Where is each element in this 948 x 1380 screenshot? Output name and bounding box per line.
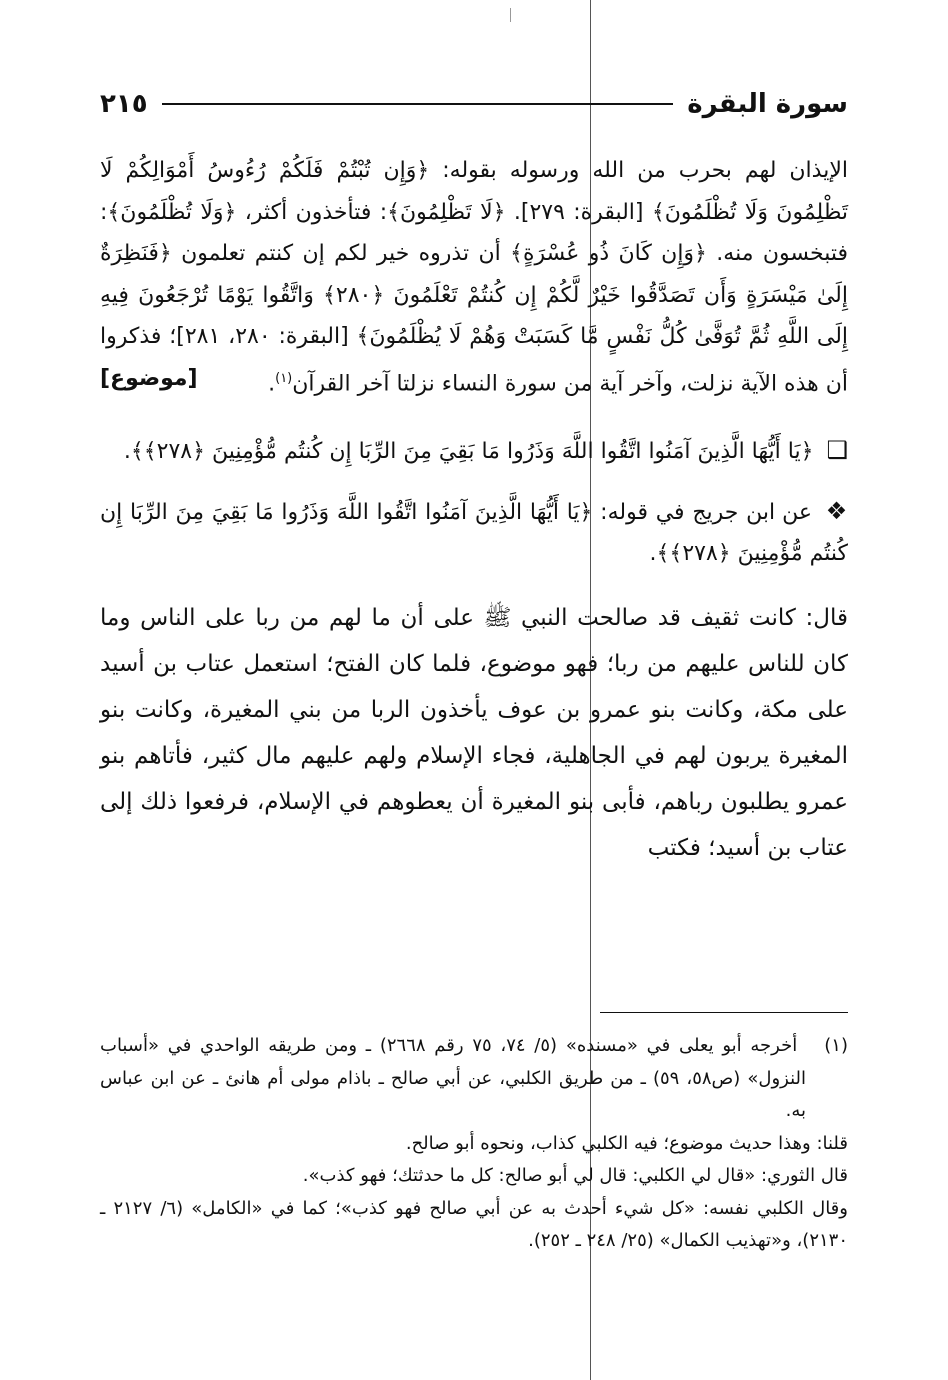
narration-text: عن ابن جريج في قوله: ﴿يَا أَيُّهَا الَّذِينَ آمَنُوا اتَّقُوا اللَّهَ وَذَرُوا مَا بَقِيَ مِنَ الرِّبَا إِن كُنتُم مُّؤْمِنِينَ ﴿٢٧٨﴾﴾. (100, 499, 848, 567)
page-header (100, 86, 848, 122)
spacer (100, 575, 848, 595)
footnote-1 (100, 1030, 848, 1128)
narration (100, 491, 848, 575)
hadith-text: قال: كانت ثقيف قد صالحت النبي ﷺ على أن ما لهم من ربا على الناس وما كان للناس عليهم من ربا؛ فهو موضوع، فلما كان الفتح؛ استعمل عتاب بن أسيد على مكة، وكانت بنو عمرو بن عوف يأخذون الربا من بني المغيرة، وكانت بنو المغيرة يربون لهم في الجاهلية، فجاء الإسلام ولهم عليهم مال كثير، فأتاهم بنو عمرو يطلبون رباهم، فأبى بنو المغيرة أن يعطوهم في الإسلام، فرفعوا ذلك إلى عتاب بن أسيد؛ فكتب (100, 604, 848, 861)
box-icon: ❑ (826, 436, 848, 465)
paragraph-1 (100, 150, 848, 404)
header-rule (162, 103, 674, 105)
footnote-1-text: أخرجه أبو يعلى في «مسنده» (٥/ ٧٤، ٧٥ رقم ٢٦٦٨) ـ ومن طريقه الواحدي في «أسباب النزول» (ص٥٨، ٥٩) ـ من طريق الكلبي، عن أبي صالح ـ باذام مولى أم هانئ ـ عن ابن عباس به. (100, 1035, 806, 1121)
verse-text: ﴿يَا أَيُّهَا الَّذِينَ آمَنُوا اتَّقُوا اللَّهَ وَذَرُوا مَا بَقِيَ مِنَ الرِّبَا إِن كُنتُم مُّؤْمِنِينَ ﴿٢٧٨﴾﴾. (123, 439, 814, 465)
paragraph-1-text: الإيذان لهم بحرب من الله ورسوله بقوله: ﴿وَإِن تُبْتُمْ فَلَكُمْ رُءُوسُ أَمْوَالِكُمْ لَا تَظْلِمُونَ وَلَا تُظْلَمُونَ﴾ [البقرة: ٢٧٩]. ﴿لَا تَظْلِمُونَ﴾: فتأخذون أكثر، ﴿وَلَا تُظْلَمُونَ﴾: فتبخسون منه. ﴿وَإِن كَانَ ذُو عُسْرَةٍ﴾ أن تذروه خير لكم إن كنتم تعلمون ﴿فَنَظِرَةٌ إِلَىٰ مَيْسَرَةٍ وَأَن تَصَدَّقُوا خَيْرٌ لَّكُمْ إِن كُنتُمْ تَعْلَمُونَ ﴿٢٨٠﴾ وَاتَّقُوا يَوْمًا تُرْجَعُونَ فِيهِ إِلَى اللَّهِ ثُمَّ تُوَفَّىٰ كُلُّ نَفْسٍ مَّا كَسَبَتْ وَهُمْ لَا يُظْلَمُونَ﴾ [البقرة: ٢٨٠، ٢٨١]؛ فذكروا أن هذه الآية نزلت، وآخر آية من سورة النساء نزلتا آخر القرآن (100, 158, 849, 396)
topic-marker: [موضوع] (100, 365, 198, 391)
footnote-rule (600, 1012, 848, 1013)
footnote-ref-1[interactable]: (١) (275, 370, 293, 386)
main-text (100, 150, 848, 871)
footnote-number: (١) (824, 1035, 848, 1056)
spacer (100, 404, 848, 430)
paragraph-1-end: . (268, 370, 276, 396)
spacer (100, 473, 848, 491)
scan-mark (510, 8, 511, 22)
hadith-paragraph (100, 595, 848, 871)
footnote-note-3: وقال الكلبي نفسه: «كل شيء أحدث به عن أبي صالح فهو كذب»؛ كما في «الكامل» (٦/ ٢١٢٧ ـ ٢١٣٠)، و«تهذيب الكمال» (٢٥/ ٢٤٨ ـ ٢٥٢). (100, 1197, 848, 1251)
diamond-icon: ❖ (825, 496, 849, 525)
footnote-note-1: قلنا: وهذا حديث موضوع؛ فيه الكلبي كذاب، ونحوه أبو صالح. (405, 1132, 848, 1154)
page-number: ٢١٥ (100, 89, 148, 119)
footnote-note-2: قال الثوري: «قال لي الكلبي: قال لي أبو صالح: كل ما حدثتك؛ فهو كذب». (302, 1165, 848, 1186)
footnotes (100, 1030, 848, 1258)
surah-title: سورة البقرة (687, 89, 848, 119)
verse-heading (100, 430, 848, 473)
